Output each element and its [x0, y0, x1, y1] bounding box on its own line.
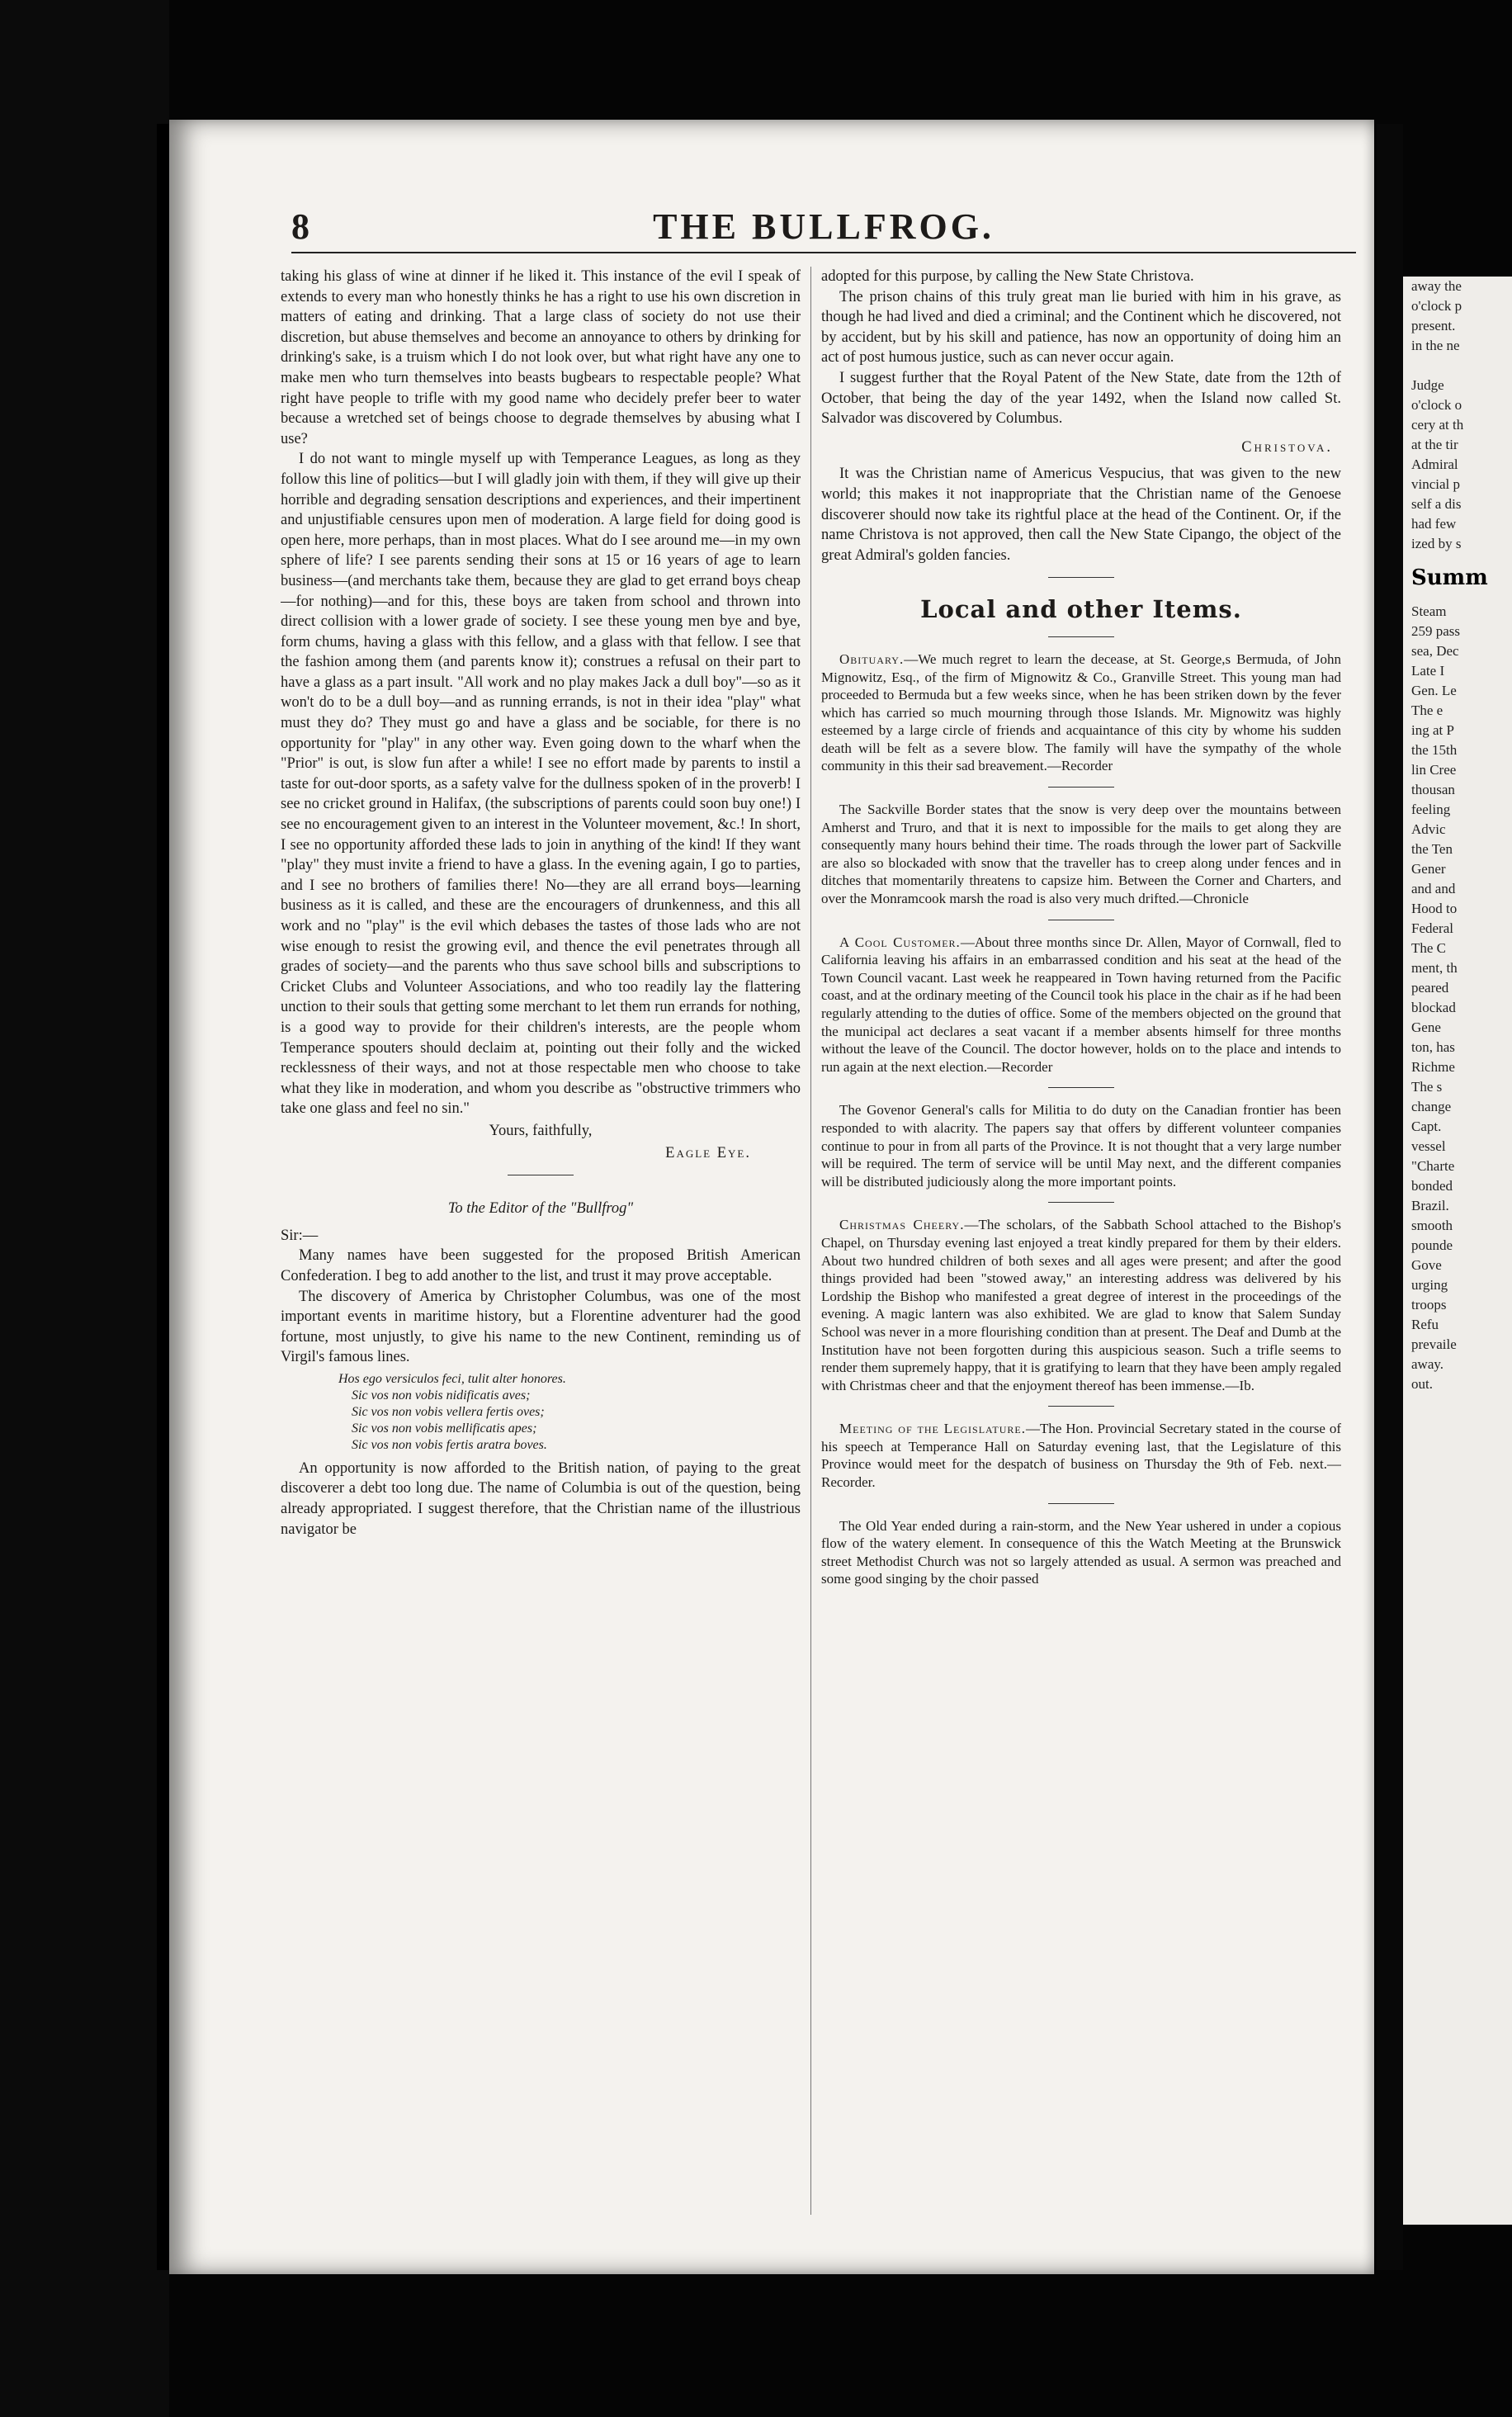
divider-rule	[1048, 1503, 1114, 1504]
news-items	[821, 650, 1341, 1588]
neighbor-page-fragment	[1403, 277, 1512, 2225]
letter-postscript: It was the Christian name of Americus Vespucius, that was given to the new world; this makes it not inappropriate that the Christian name of the Genoese discoverer should now take its rightful place at the head of the Continent. Or, if the name Christova is not approved, then call the New State Cipango, the object of the great Admiral's golden fancies.	[821, 466, 1341, 564]
neighbor-text-fragment: o'clock p	[1411, 298, 1462, 314]
news-item	[821, 1420, 1341, 1491]
neighbor-text-fragment: away.	[1411, 1356, 1444, 1372]
divider-rule	[1048, 1406, 1114, 1407]
letter-paragraph: An opportunity is now afforded to the British nation, of paying to the great discoverer a debt too long due. The name of Columbia is out of the question, being already appropriated. I suggest therefore, that the Christian name of the illustrious navigator be	[281, 1459, 801, 1538]
neighbor-text-fragment: Capt.	[1411, 1119, 1442, 1134]
scan-background-left	[0, 0, 169, 2417]
letter-signature: Eagle Eye.	[665, 1144, 751, 1161]
neighbor-text-fragment: Refu	[1411, 1317, 1439, 1332]
neighbor-text-fragment: The C	[1411, 940, 1447, 956]
news-lead: A Cool Customer.	[839, 934, 961, 950]
neighbor-text-fragment: Late I	[1411, 663, 1445, 679]
letter-paragraph: The prison chains of this truly great man lie buried with him in his grave, as though he had lived and died a criminal; and the Continent which he discovered, not by accident, but by his skill and patience, has now an opportunity of doing him an act of post humous justice, such as can never occur again.	[821, 288, 1341, 367]
neighbor-text-fragment: Advic	[1411, 821, 1446, 837]
neighbor-text-fragment: vincial p	[1411, 476, 1461, 492]
divider-rule	[1048, 577, 1114, 578]
news-text: The Govenor General's calls for Militia to do duty on the Canadian frontier has been responded to with alacrity. The papers say that offers by different volunteer companies continue to pour in from all parts of the Province. It is not thought that a very large number will be required. The term of service will be until May next, and the different companies will be distributed judiciously along the more important points.	[821, 1102, 1341, 1190]
letter-salutation: Sir:—	[281, 1227, 319, 1244]
neighbor-text-fragment: the Ten	[1411, 841, 1453, 857]
neighbor-text-fragment: blockad	[1411, 1000, 1456, 1015]
neighbor-text-fragment: ton, has	[1411, 1039, 1455, 1055]
letter-paragraph: I do not want to mingle myself up with Temperance Leagues, as long as they follow this line of politics—but I will gladly join with them, if they will give up their horrible and degrading sensation descriptions and experiences, and their impertinent and unjustifiable censures upon men of moderation. A large field for doing good is open here, more perhaps, than in most places. What do I see around me—in my own sphere of life? I see parents sending their sons at 15 or 16 years of age to learn business—(and merchants take them, because they are glad to get errand boys cheap—for nothing)—and for this, these boys are taken from school and thrown into direct collision with a lower grade of society. I see these young men bye and bye, form chums, having a glass with this fellow, and a glass with that fellow. I see that the fashion among them (and parents know it); construes a refusal on their part to have a glass as a part insult. "All work and no play makes Jack a dull boy"—so as it won't do to be a dull boy—and as running errands, is not in their idea "play" what must they do? They must go and have a glass and be sociable, for there is no opportunity for "play" in any other way. Even going down to the wharf when the "Prior" is out, is slow fun after a while! I see no effort made by parents to instil a taste for out-door sports, as a safety valve for the dullness spoken of in the proverb! I see no cricket ground in Halifax, (the subscriptions of parents could soon buy one!) I see no encouragement given to an interest in the Volunteer movement, &c.! In short, I see no opportunity afforded these lads to join in anything of the kind! If they want "play" they must invite a friend to have a glass. In the evening again, I go to parties, and I see no brothers of families there! No—they are all errand boys—learning business as it is called, and these are the encouragers of drunkenness, and this all work and no "play" is the evil which debases the tastes of those lads who are not wise enough to resist the growing evil, and thence the evil penetrates through all grades of society—and the parents who thus save school bills and subscriptions to Cricket Clubs and Volunteer Associations, and who too readily lay the flattering unction to their souls that getting some merchant to let them run errands for nothing, is a good way to provide for their children's interests, are the people whom Temperance spouters should declaim at, pointing out their folly and the wicked recklessness of their ways, and not at those respectable men who choose to take what they like in moderation, and whom you describe as "obstructive trimmers who take one glass and feel no sin."	[281, 451, 801, 1118]
letter-paragraph: The discovery of America by Christopher Columbus, was one of the most important events in maritime history, but a Florentine adventurer had the good fortune, most unjustly, to give his name to the new Continent, reminding us of Virgil's famous lines.	[281, 1288, 801, 1366]
neighbor-text-fragment: The s	[1411, 1079, 1443, 1095]
divider-rule	[1048, 787, 1114, 788]
neighbor-text-fragment: ment, th	[1411, 960, 1458, 976]
neighbor-text-fragment: feeling	[1411, 802, 1451, 817]
verse-line: Sic vos non vobis vellera fertis oves;	[352, 1404, 545, 1419]
neighbor-text-fragment: "Charte	[1411, 1158, 1455, 1174]
neighbor-text-fragment: in the ne	[1411, 338, 1460, 353]
news-item	[821, 1101, 1341, 1190]
neighbor-text-fragment: Gen. Le	[1411, 683, 1457, 698]
neighbor-text-fragment: pounde	[1411, 1237, 1453, 1253]
neighbor-text-fragment: Federal	[1411, 920, 1453, 936]
neighbor-text-fragment: The e	[1411, 702, 1443, 718]
letter-paragraph: Many names have been suggested for the proposed British American Confederation. I beg to add another to the list, and trust it may prove acceptable.	[281, 1247, 801, 1284]
letter-heading: To the Editor of the "Bullfrog"	[447, 1200, 634, 1218]
neighbor-text-fragment: lin Cree	[1411, 762, 1457, 778]
neighbor-text-fragment: vessel	[1411, 1138, 1446, 1154]
neighbor-text-fragment: Gene	[1411, 1019, 1441, 1035]
page-number: 8	[291, 206, 309, 247]
verse-line: Sic vos non vobis mellificatis apes;	[352, 1421, 537, 1436]
neighbor-text-fragment: and and	[1411, 881, 1456, 896]
neighbor-text-fragment: ized by s	[1411, 536, 1462, 551]
masthead: THE BULLFROG.	[653, 206, 995, 247]
verse-line: Sic vos non vobis fertis aratra boves.	[352, 1437, 547, 1452]
neighbor-text-fragment: sea, Dec	[1411, 643, 1459, 659]
neighbor-text-fragment: ing at P	[1411, 722, 1454, 738]
news-item	[821, 1216, 1341, 1394]
letter-closing: Yours, faithfully,	[489, 1122, 593, 1139]
neighbor-heading: Summ	[1411, 565, 1488, 590]
neighbor-text-fragment: Judge	[1411, 377, 1444, 393]
neighbor-text-fragment: cery at th	[1411, 417, 1464, 433]
right-column	[821, 267, 1341, 2207]
neighbor-fragments-top	[1403, 277, 1512, 554]
neighbor-text-fragment: Gener	[1411, 861, 1446, 877]
running-head	[291, 206, 1356, 253]
section-heading: Local and other Items.	[920, 595, 1242, 624]
column-divider	[810, 267, 811, 2215]
news-lead: Christmas Cheery.	[839, 1217, 965, 1233]
neighbor-text-fragment: thousan	[1411, 782, 1455, 797]
neighbor-text-fragment: 259 pass	[1411, 623, 1461, 639]
neighbor-text-fragment: change	[1411, 1099, 1452, 1114]
neighbor-text-fragment: smooth	[1411, 1218, 1453, 1233]
neighbor-text-fragment: Richme	[1411, 1059, 1455, 1075]
news-text: —The scholars, of the Sabbath School attached to the Bishop's Chapel, on Thursday evening last enjoyed a treat kindly prepared for them by their elders. About two hundred children of both sexes and all ages were present; and after the good things provided had been "stowed away," an interesting address was delivered by his Lordship the Bishop who manifested a great degree of interest in the proceedings of the evening. A magic lantern was also exhibited. We are glad to know that Salem Sunday School was never in a more flourishing condition than at present. The Deaf and Dumb at the Institution have not been forgotten during this auspicious season. Such a trifle seems to render them supremely happy, that it is gratifying to learn that they have been amply regaled with Christmas cheer and that the enjoyment thereof has been immense.—Ib.	[821, 1217, 1341, 1393]
left-column	[281, 267, 801, 2207]
neighbor-text-fragment: Brazil.	[1411, 1198, 1449, 1213]
news-text: —The Hon. Provincial Secretary stated in the course of his speech at Temperance Hall on Saturday evening last, that the Legislature of this Province would meet for the despatch of business on Thursday the 9th of Feb. next.—Recorder.	[821, 1421, 1341, 1491]
divider-rule	[1048, 1202, 1114, 1203]
divider-rule	[1048, 1087, 1114, 1088]
neighbor-text-fragment: had few	[1411, 516, 1457, 532]
letter-paragraph: taking his glass of wine at dinner if he liked it. This instance of the evil I speak of extends to every man who honestly thinks he has a right to use his own discretion in matters of eating and drinking. That a large class of society do not use their discretion, but abuse themselves and become an annoyance to others by drinking for drinking's sake, is a truism which I do not look over, but what right have any one to make men who turn themselves into beasts bugbears to respectable people? What right have people to trifle with my good name who decidely prefer beer to water because a wretched set of beings choose to degrade themselves by abusing what I use?	[281, 268, 801, 447]
letter-paragraph: adopted for this purpose, by calling the New State Christova.	[821, 268, 1194, 285]
divider-rule	[1048, 636, 1114, 637]
neighbor-text-fragment: present.	[1411, 318, 1456, 333]
neighbor-fragments-bottom	[1403, 602, 1512, 1394]
neighbor-text-fragment: self a dis	[1411, 496, 1462, 512]
neighbor-text-fragment: o'clock o	[1411, 397, 1462, 413]
news-item	[821, 801, 1341, 908]
neighbor-text-fragment: out.	[1411, 1376, 1433, 1392]
latin-verse	[338, 1371, 801, 1454]
news-lead: Obituary.	[839, 650, 905, 667]
neighbor-text-fragment: peared	[1411, 980, 1449, 996]
page-gutter	[1377, 124, 1403, 2270]
letter-paragraph: I suggest further that the Royal Patent of the New State, date from the 12th of October, that being the day of the year 1492, when the Island now called St. Salvador was discovered by Columbus.	[821, 369, 1341, 428]
neighbor-text-fragment: the 15th	[1411, 742, 1458, 758]
newspaper-page	[169, 120, 1374, 2274]
neighbor-text-fragment: Gove	[1411, 1257, 1442, 1273]
news-text: —About three months since Dr. Allen, Mayor of Cornwall, fled to California leaving his affairs in an embarrassed condition and his seat at the head of the Town Council vacant. Last week he reappeared in Town having returned from the Pacific coast, and at the ordinary meeting of the Council took his place in the chair as if he had been regularly attending to the duties of office. Some of the members objected on the ground that the municipal act declares a seat vacant if a member absents himself for three months without the leave of the Council. The doctor however, holds on to the place and intends to run again at the next election.—Recorder	[821, 934, 1341, 1075]
neighbor-text-fragment: prevaile	[1411, 1336, 1457, 1352]
neighbor-text-fragment: Steam	[1411, 603, 1447, 619]
neighbor-text-fragment	[1403, 356, 1512, 376]
verse-line: Sic vos non vobis nidificatis aves;	[352, 1388, 531, 1402]
news-item	[821, 1517, 1341, 1588]
news-item	[821, 934, 1341, 1076]
news-lead: Meeting of the Legislature.	[839, 1421, 1026, 1437]
verse-line: Hos ego versiculos feci, tulit alter honores.	[338, 1371, 566, 1386]
news-text: —We much regret to learn the decease, at St. George,s Bermuda, of John Mignowitz, Esq., of the firm of Mignowitz & Co., Granville Street. This young man had proceeded to Bermuda but a few weeks since, when he has been striken down by the fever which has carried so much mourning through those Islands. Mr. Mignowitz was highly esteemed by a large circle of friends and acquaintance of this city by whome his sudden death will be felt as a severe blow. The family will have the sympathy of the whole community in this their sad breavement.—Recorder	[821, 650, 1341, 774]
neighbor-text-fragment: bonded	[1411, 1178, 1453, 1194]
neighbor-text-fragment: troops	[1411, 1297, 1447, 1313]
news-item	[821, 650, 1341, 775]
news-text: The Sackville Border states that the snow is very deep over the mountains between Amherst and Truro, and that it is next to impossible for the mails to get along they are consequently many hours behind their time. The roads through the lower part of Sackville are also so blockaded with snow that the traveller has to creep along under fences and in ditches that momentarily threatens to capsize him. Between the Corner and Charters, and over the Monramcook marsh the road is also very much drifted.—Chronicle	[821, 802, 1341, 907]
neighbor-text-fragment: away the	[1411, 278, 1462, 294]
neighbor-text-fragment: Admiral	[1411, 456, 1458, 472]
neighbor-text-fragment: urging	[1411, 1277, 1448, 1293]
letter-signature: Christova.	[1241, 438, 1333, 456]
neighbor-text-fragment: Hood to	[1411, 901, 1458, 916]
news-text: The Old Year ended during a rain-storm, and the New Year ushered in under a copious flow of the watery element. In consequence of this the Watch Meeting at the Brunswick street Methodist Church was not so largely attended as usual. A sermon was preached and some good singing by the choir passed	[821, 1517, 1341, 1587]
neighbor-text-fragment: at the tir	[1411, 437, 1458, 452]
